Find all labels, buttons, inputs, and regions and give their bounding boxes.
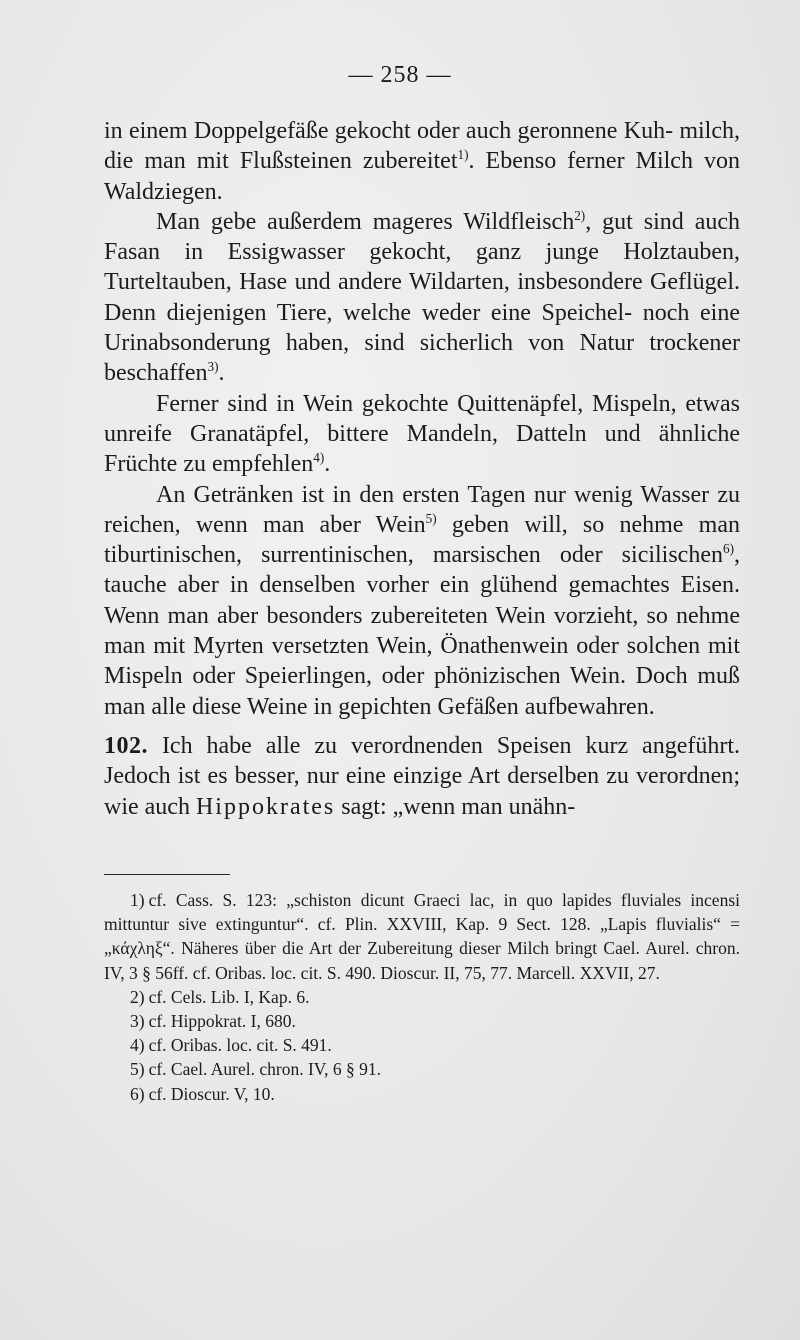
main-text: [104, 116, 740, 822]
footnote-ref-3: 3): [207, 359, 219, 375]
paragraph-3-text1: Ferner sind in Wein gekochte Quittenäpfel, Mispeln, etwas unreife Granatäpfel, bittere Mandeln, Datteln und ähnliche Früchte zu empfehlen: [104, 390, 740, 478]
paragraph-3-text2: .: [324, 451, 331, 478]
footnote-number: 3): [130, 1011, 145, 1032]
paragraph-1-line2b: . Ebenso ferner Milch von Waldziegen.: [104, 148, 741, 205]
footnote-ref-2: 2): [574, 207, 586, 223]
footnote-ref-1: 1): [457, 147, 469, 163]
footnote-number: 1): [130, 890, 145, 910]
section-number: 102.: [104, 732, 148, 759]
footnote-number: 5): [130, 1059, 145, 1080]
footnote-ref-4: 4): [313, 450, 325, 466]
paragraph-1: [104, 116, 740, 207]
footnote-1: [104, 888, 740, 985]
paragraph-5-text1: Ich habe alle zu verordnenden Speisen kurz angeführt. Jedoch ist es besser, nur eine einzige Art derselben zu verordnen; wie auch: [104, 732, 740, 820]
paragraph-4: [104, 480, 740, 722]
footnote-number: 2): [130, 986, 145, 1007]
paragraph-2-text1: Man gebe außerdem mageres Wildfleisch: [156, 208, 575, 235]
paragraph-4-text2: geben will, so nehme man tiburtinischen, surrentinischen, marsischen oder sicilischen: [104, 511, 740, 569]
paragraph-1-line1: in einem Doppelgefäße gekocht oder auch geronnene Kuh-: [104, 118, 674, 144]
footnote-text: cf. Cael. Aurel. chron. IV, 6 § 91.: [148, 1059, 382, 1080]
footnote-ref-6: 6): [723, 540, 734, 556]
footnote-3: [104, 1009, 740, 1033]
footnote-rule: [104, 874, 230, 875]
footnote-number: 4): [130, 1035, 145, 1056]
paragraph-4-text3: , tauche aber in denselben vorher ein glühend gemachtes Eisen. Wenn man aber besonders zubereiteten Wein vorzieht, so nehme man mit Myrten versetzten Wein, Önathenwein oder solchen mit Mispeln oder Speierlingen, oder phönizischen Wein. Doch muß man alle diese Weine in gepichten Gefäßen aufbewahren.: [104, 542, 740, 720]
footnote-text: cf. Hippokrat. I, 680.: [148, 1011, 296, 1032]
footnote-text: cf. Oribas. loc. cit. S. 491.: [148, 1035, 332, 1056]
footnote-6: [104, 1082, 740, 1106]
paragraph-5: [104, 731, 740, 822]
footnote-2: [104, 985, 740, 1009]
footnotes: [104, 888, 740, 1106]
paragraph-4-text1: An Getränken ist in den ersten Tagen nur wenig Wasser zu reichen, wenn man aber Wein: [104, 481, 740, 538]
footnote-number: 6): [130, 1083, 145, 1104]
paragraph-3: [104, 389, 740, 480]
footnote-ref-5: 5): [425, 510, 437, 526]
author-name: Hippokrates: [195, 793, 336, 820]
page-number: — 258 —: [348, 62, 452, 88]
footnote-4: [104, 1033, 740, 1057]
paragraph-2: [104, 207, 740, 389]
paragraph-2-text3: .: [218, 360, 225, 387]
paragraph-1-line2: milch, die man mit Flußsteinen zubereitet: [104, 118, 740, 175]
paragraph-5-text2: sagt: „wenn man unähn-: [335, 793, 576, 820]
footnote-text: cf. Dioscur. V, 10.: [148, 1083, 275, 1104]
footnote-text: cf. Cels. Lib. I, Kap. 6.: [148, 986, 310, 1007]
footnote-text: cf. Cass. S. 123: „schiston dicunt Graeci lac, in quo lapides fluviales incensi mittuntur sive extinguntur“. cf. Plin. XXVIII, Kap. 9 Sect. 128. „Lapis fluvialis“ = „κάχληξ“. Näheres über die Art der Zubereitung dieser Milch bringt Cael. Aurel. chron. IV, 3 § 56ff. cf. Oribas. loc. cit. S. 490. Dioscur. II, 75, 77. Marcell. XXVII, 27.: [104, 890, 740, 983]
paragraph-2-text2: , gut sind auch Fasan in Essigwasser gekocht, ganz junge Holztauben, Turteltauben, Hase und andere Wildarten, insbesondere Geflügel. Denn diejenigen Tiere, welche weder eine Speichel- noch eine Urinabsonderung haben, sind sicherlich von Natur trockener beschaffen: [104, 208, 741, 387]
footnote-5: [104, 1057, 740, 1081]
